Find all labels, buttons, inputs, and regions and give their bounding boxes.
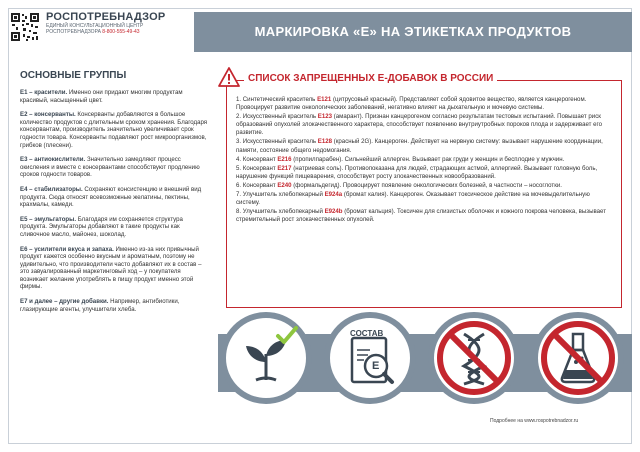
banned-item-7-pre: 7. Улучшитель хлебопекарный bbox=[236, 191, 325, 199]
banned-item-5 bbox=[236, 165, 614, 181]
banned-item-2-post: (амарант). Признан канцерогеном согласно результатам тестовых испытаний. Повышает риск образований опухолей злокачественного характера, способствует появлению внутриутробных пороков плода и задерживает его развитие. bbox=[236, 113, 603, 137]
banned-item-5-pre: 5. Консервант bbox=[236, 164, 278, 172]
banned-item-5-code: E217 bbox=[277, 164, 292, 172]
page-title: МАРКИРОВКА «Е» НА ЭТИКЕТКАХ ПРОДУКТОВ bbox=[254, 24, 572, 39]
banned-item-1-post: (цитрусовый красный). Представляет собой ядовитое вещество, является канцерогеном. Провоцирует развитие онкологических заболеваний, негативно влияет на дыхательную и мочевую системы. bbox=[236, 96, 587, 112]
group-e7 bbox=[20, 298, 208, 313]
banned-item-7-post: (бромат калия). Канцероген. Оказывает токсическое действие на мочевыделительную систему. bbox=[236, 191, 590, 207]
group-e5-text: Благодаря им сохраняется структура продукта. Эмульгаторы добавляют в такие продукты как сливочное масло, майонез, шоколад. bbox=[20, 215, 183, 238]
group-e6-head: Е6 – усилители вкуса и запаха. bbox=[20, 245, 114, 253]
title-banner bbox=[194, 12, 632, 52]
banned-item-8-pre: 8. Улучшитель хлебопекарный bbox=[236, 208, 325, 216]
banned-item-7-code: E924a bbox=[324, 191, 343, 199]
banned-item-6-code: E240 bbox=[277, 181, 292, 189]
label-circle bbox=[324, 312, 416, 404]
org-phone: 8-800-555-49-43 bbox=[102, 29, 140, 35]
dna-prohibited-icon bbox=[434, 318, 514, 398]
org-name: РОСПОТРЕБНАДЗОР bbox=[46, 11, 166, 23]
dna-circle bbox=[428, 312, 520, 404]
group-e4-head: Е4 – стабилизаторы. bbox=[20, 185, 83, 193]
qr-code-icon bbox=[10, 12, 40, 42]
banned-item-6-pre: 6. Консервант bbox=[236, 181, 278, 189]
flask-circle bbox=[532, 312, 624, 404]
groups-title: ОСНОВНЫЕ ГРУППЫ bbox=[20, 70, 127, 81]
banned-item-8 bbox=[236, 208, 614, 224]
banned-item-3-post: (красный 2G). Канцероген. Действует на нервную систему: вызывает нарушение координации, памяти, состояние общего недомогания. bbox=[236, 138, 603, 154]
groups-column bbox=[20, 70, 208, 320]
group-e4-text: Сохраняют консистенцию и внешний вид продукта. Сюда относят всевозможные желатины, пектины, крахмалы, камеди. bbox=[20, 185, 202, 209]
banned-item-6 bbox=[236, 182, 614, 190]
group-e2-head: Е2 – консерванты. bbox=[20, 111, 76, 119]
group-e3-head: Е3 – антиокислители. bbox=[20, 156, 86, 164]
banned-item-1-pre: 1. Синтетический краситель bbox=[236, 96, 318, 103]
group-e1 bbox=[20, 89, 208, 104]
banned-item-4-post: (пропилпарабен). Сильнейший аллерген. Вызывает рак груди у женщин и бесплодие у мужчин. bbox=[291, 155, 565, 163]
group-e2 bbox=[20, 111, 208, 149]
banned-item-1-code: E121 bbox=[317, 96, 332, 103]
group-e7-head: Е7 и далее – другие добавки. bbox=[20, 298, 109, 306]
org-line-1: ЕДИНЫЙ КОНСУЛЬТАЦИОННЫЙ ЦЕНТР bbox=[46, 23, 144, 29]
banned-item-5-post: (натриевая соль). Противопоказана для людей, страдающих астмой, аллергией. Вызывает головную боль, нарушение функций пищеварения, способствует росту злокачественных новообразований. bbox=[236, 164, 598, 180]
org-line-2 bbox=[46, 29, 165, 35]
group-e1-text: Именно они придают многим продуктам красивый, насыщенный цвет. bbox=[20, 89, 183, 104]
group-e3-text: Значительно замедляют процесс окисления и вместе с консервантами способствуют продлению сроков годности товаров. bbox=[20, 156, 200, 179]
banned-item-2 bbox=[236, 113, 614, 137]
group-e4 bbox=[20, 186, 208, 209]
banned-item-2-code: E123 bbox=[317, 113, 333, 121]
footer-link-text: Подробнее на www.rospotrebnadzor.ru bbox=[490, 418, 579, 424]
banned-item-1 bbox=[236, 96, 614, 112]
composition-label-text: СОСТАВ bbox=[350, 329, 384, 338]
group-e5 bbox=[20, 216, 208, 239]
banned-title: СПИСОК ЗАПРЕЩЕННЫХ Е-ДОБАВОК В РОССИИ bbox=[244, 73, 497, 84]
banned-item-3 bbox=[236, 138, 614, 154]
banned-list bbox=[236, 96, 614, 225]
group-e6 bbox=[20, 246, 208, 292]
banned-item-4-pre: 4. Консервант bbox=[236, 155, 278, 163]
sprout-circle bbox=[220, 312, 312, 404]
banned-item-2-pre: 2. Искусственный краситель bbox=[236, 113, 318, 121]
group-e6-text: Именно из-за них привычный продукт кажется особенно вкусным и ароматным, поэтому не удивительно, что производители часто добавляют их в состав – это завуалированный маркетинговый ход – у покупателя возникает желание употреблять в пищу продукт именно этой фирмы. bbox=[20, 245, 202, 291]
composition-label-letter: E bbox=[372, 360, 380, 372]
group-e1-head: Е1 – красители. bbox=[20, 89, 68, 96]
org-line-2-prefix: РОСПОТРЕБНАДЗОРА bbox=[46, 29, 101, 35]
organization-header bbox=[46, 11, 165, 35]
group-e7-text: Например, антибиотики, глазирующие агенты, улучшители хлеба. bbox=[20, 298, 180, 313]
group-e3 bbox=[20, 156, 208, 179]
group-e2-text: Консерванты добавляются в большое количество продуктов с длительным сроком хранения. Благодаря консервантам, производитель значительно увеличивает срок годности товара. Консерванты подавляют рост микроорганизмов, грибков (плесени). bbox=[20, 111, 208, 149]
group-e5-head: Е5 – эмульгаторы. bbox=[20, 215, 77, 223]
banned-item-6-post: (формальдегид). Провоцирует появление онкологических болезней, в частности – носоглотки. bbox=[291, 181, 562, 189]
sprout-check-icon bbox=[226, 318, 306, 398]
banned-item-3-code: E128 bbox=[317, 138, 333, 146]
banned-item-3-pre: 3. Искусственный краситель bbox=[236, 138, 318, 146]
banned-item-4 bbox=[236, 156, 614, 164]
banned-item-8-post: (бромат кальция). Токсичен для слизистых оболочек и кожного покрова человека, вызывает стремительный рост злокачественных опухолей. bbox=[236, 208, 606, 224]
flask-prohibited-icon bbox=[538, 318, 618, 398]
banned-item-8-code: E924b bbox=[324, 208, 343, 216]
banned-item-4-code: E216 bbox=[277, 155, 292, 163]
warning-icon bbox=[218, 67, 240, 87]
banned-item-7 bbox=[236, 191, 614, 207]
